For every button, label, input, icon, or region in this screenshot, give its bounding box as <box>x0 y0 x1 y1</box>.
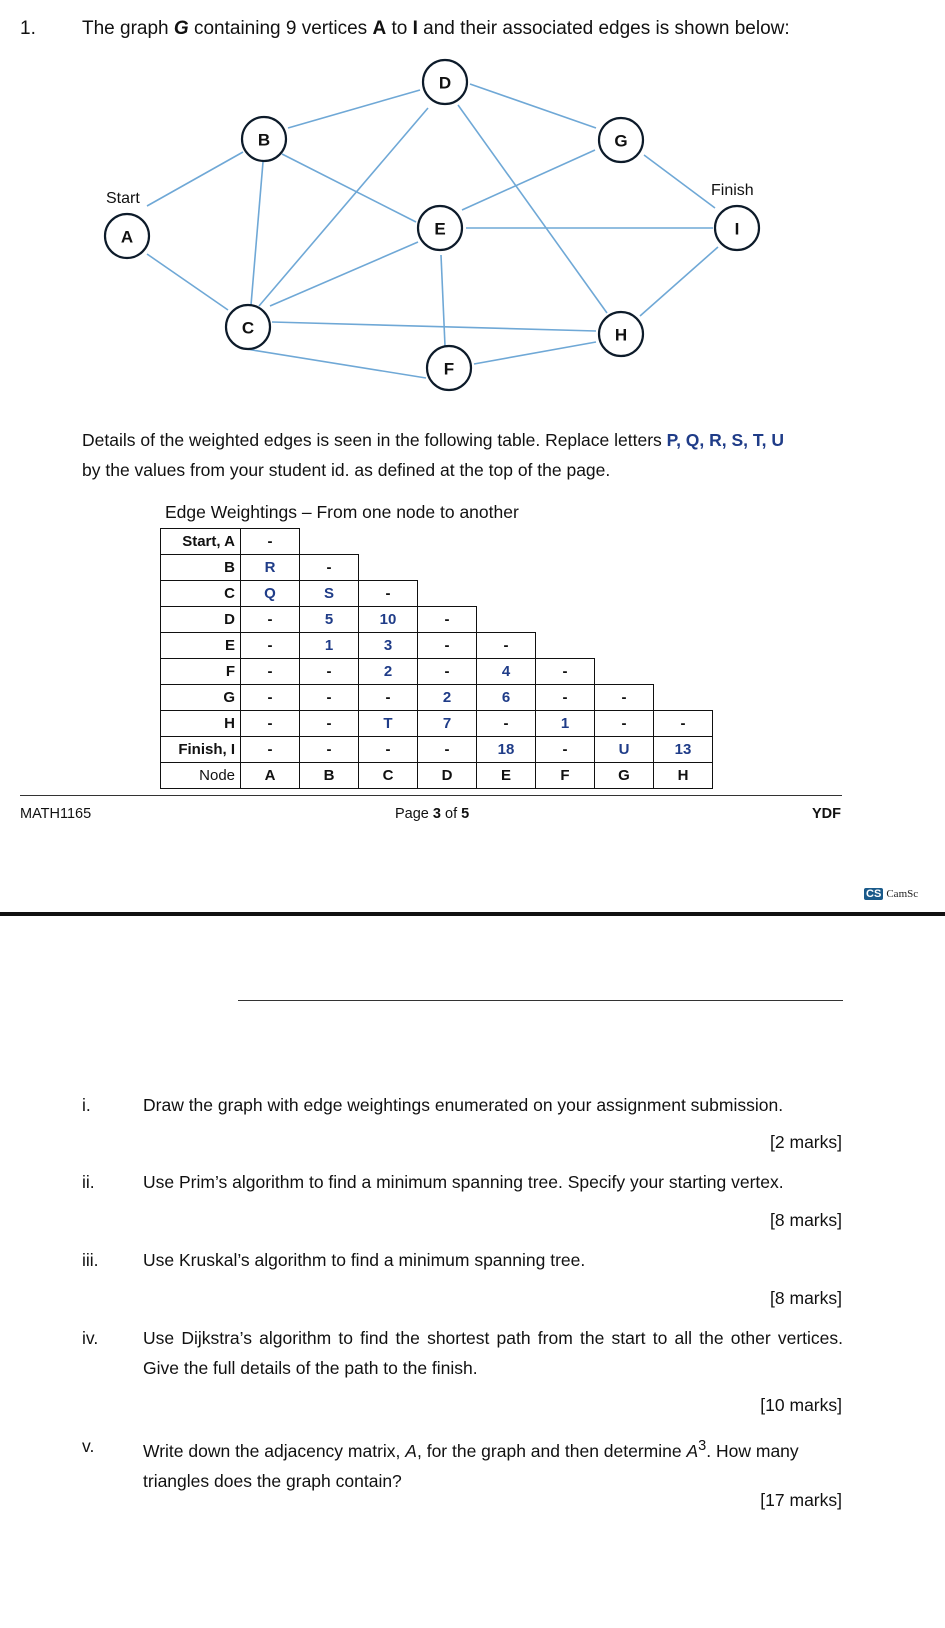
page-number: Page 3 of 5 <box>395 806 470 822</box>
vertex-D <box>423 60 467 104</box>
table-cell: 1 <box>536 711 595 737</box>
finish-label: Finish <box>711 182 754 199</box>
row-header: B <box>161 555 241 581</box>
table-cell: 2 <box>359 659 418 685</box>
table-cell: 10 <box>359 607 418 633</box>
table-cell: - <box>477 711 536 737</box>
table-cell: 2 <box>418 685 477 711</box>
table-cell: H <box>654 763 713 789</box>
table-cell: - <box>477 633 536 659</box>
table-cell: - <box>300 659 359 685</box>
edge-G-I <box>644 155 715 208</box>
table-row <box>161 685 713 711</box>
item-text: Use Kruskal’s algorithm to find a minimum spanning tree. <box>143 1250 586 1270</box>
row-header: F <box>161 659 241 685</box>
table-cell: 6 <box>477 685 536 711</box>
svg-text:B: B <box>257 130 271 150</box>
item-number: i. <box>82 1095 91 1115</box>
table-cell: - <box>241 737 300 763</box>
table-cell: - <box>595 685 654 711</box>
table-cell: 13 <box>654 737 713 763</box>
vertex-F <box>427 346 471 390</box>
table-row <box>161 711 713 737</box>
item-marks: [2 marks] <box>770 1132 842 1152</box>
table-row <box>161 529 713 555</box>
svg-text:F: F <box>443 359 455 379</box>
item-text: Use Prim’s algorithm to find a minimum spanning tree. Specify your starting vertex. <box>143 1172 784 1192</box>
table-cell: F <box>536 763 595 789</box>
table-title: Edge Weightings – From one node to another <box>165 502 519 522</box>
svg-text:C: C <box>241 318 255 338</box>
table-cell: - <box>595 711 654 737</box>
table-cell: D <box>418 763 477 789</box>
graph-vertices <box>105 60 759 390</box>
table-row <box>161 555 713 581</box>
table-cell: - <box>241 685 300 711</box>
table-cell: - <box>300 711 359 737</box>
table-cell: - <box>300 555 359 581</box>
footer-divider <box>20 795 842 796</box>
table-cell: - <box>300 685 359 711</box>
table-cell: - <box>654 711 713 737</box>
table-cell: - <box>418 737 477 763</box>
table-cell: G <box>595 763 654 789</box>
edge-B-E <box>282 154 416 222</box>
table-cell: 18 <box>477 737 536 763</box>
question-intro: The graph G containing 9 vertices A to I and their associated edges is shown below: <box>82 18 790 39</box>
vertex-H <box>599 312 643 356</box>
table-row <box>161 737 713 763</box>
item-number: iii. <box>82 1250 99 1270</box>
row-header: H <box>161 711 241 737</box>
table-cell: - <box>359 737 418 763</box>
table-row <box>161 581 713 607</box>
table-cell: R <box>241 555 300 581</box>
edge-E-G <box>462 150 595 210</box>
author-initials: YDF <box>812 806 841 822</box>
svg-text:D: D <box>438 73 452 93</box>
table-footer-row <box>161 763 713 789</box>
table-cell: A <box>241 763 300 789</box>
item-text: Use Dijkstra’s algorithm to find the shortest path from the start to all the other vertices. Give the full details of the path to the finish. <box>143 1328 843 1378</box>
table-cell: - <box>536 685 595 711</box>
table-cell: 3 <box>359 633 418 659</box>
question-number: 1. <box>20 18 36 39</box>
table-cell: - <box>241 659 300 685</box>
edge-D-H <box>458 105 607 313</box>
course-code: MATH1165 <box>20 806 92 822</box>
table-cell: S <box>300 581 359 607</box>
graph-diagram <box>0 55 945 395</box>
vertex-B <box>242 117 286 161</box>
edge-B-C <box>251 162 263 305</box>
table-cell: - <box>359 685 418 711</box>
edge-E-F <box>441 255 445 346</box>
row-header: Start, A <box>161 529 241 555</box>
item-marks: [17 marks] <box>760 1490 842 1510</box>
table-row <box>161 659 713 685</box>
table-cell: - <box>300 737 359 763</box>
vertex-E <box>418 206 462 250</box>
table-cell: - <box>536 737 595 763</box>
svg-text:A: A <box>120 227 134 247</box>
vertex-G <box>599 118 643 162</box>
edge-C-F <box>246 349 426 378</box>
item-number: v. <box>82 1436 95 1456</box>
edge-C-E <box>270 242 418 306</box>
table-cell: E <box>477 763 536 789</box>
table-cell: - <box>359 581 418 607</box>
table-cell: - <box>418 633 477 659</box>
row-header: D <box>161 607 241 633</box>
table-cell: T <box>359 711 418 737</box>
vertex-C <box>226 305 270 349</box>
table-cell: Q <box>241 581 300 607</box>
edge-A-C <box>147 254 228 310</box>
item-number: ii. <box>82 1172 95 1192</box>
svg-text:E: E <box>434 219 446 239</box>
table-cell: 5 <box>300 607 359 633</box>
start-label: Start <box>106 190 140 207</box>
item-marks: [8 marks] <box>770 1288 842 1308</box>
table-cell: C <box>359 763 418 789</box>
edge-F-H <box>474 342 596 364</box>
table-cell: - <box>241 633 300 659</box>
header-divider <box>238 1000 843 1001</box>
table-cell: 4 <box>477 659 536 685</box>
svg-text:H: H <box>614 325 628 345</box>
replace-letters: P, Q, R, S, T, U <box>666 430 785 450</box>
table-row <box>161 633 713 659</box>
table-cell: - <box>418 607 477 633</box>
table-cell: 7 <box>418 711 477 737</box>
item-number: iv. <box>82 1328 99 1348</box>
camscanner-watermark: CS CamSc <box>866 888 919 900</box>
item-text: Draw the graph with edge weightings enumerated on your assignment submission. <box>143 1095 784 1115</box>
edge-H-I <box>640 247 718 316</box>
table-cell: - <box>241 711 300 737</box>
vertex-A <box>105 214 149 258</box>
table-cell: - <box>418 659 477 685</box>
item-marks: [10 marks] <box>760 1395 842 1415</box>
edge-B-D <box>288 90 420 128</box>
table-cell: B <box>300 763 359 789</box>
table-cell: 1 <box>300 633 359 659</box>
edge-weight-table <box>160 528 713 789</box>
row-header: C <box>161 581 241 607</box>
vertex-I <box>715 206 759 250</box>
row-header: E <box>161 633 241 659</box>
svg-text:I: I <box>734 219 740 239</box>
item-marks: [8 marks] <box>770 1210 842 1230</box>
row-header: G <box>161 685 241 711</box>
details-paragraph: Details of the weighted edges is seen in the following table. Replace letters P, Q, R, S, T, U by the values from your student id. as defined at the top of the page. <box>82 430 785 480</box>
edge-A-B <box>147 152 243 206</box>
table-cell: - <box>241 529 300 555</box>
table-cell: - <box>241 607 300 633</box>
svg-text:G: G <box>614 131 628 151</box>
edge-C-H <box>272 322 596 331</box>
edge-D-G <box>470 84 596 128</box>
table-cell: U <box>595 737 654 763</box>
row-header: Finish, I <box>161 737 241 763</box>
table-row <box>161 607 713 633</box>
row-header: Node <box>161 763 241 789</box>
table-cell: - <box>536 659 595 685</box>
page-break-line <box>0 912 945 916</box>
item-text: Write down the adjacency matrix, A, for the graph and then determine $A^3$. How many triangles does the graph contain? <box>143 1438 799 1491</box>
